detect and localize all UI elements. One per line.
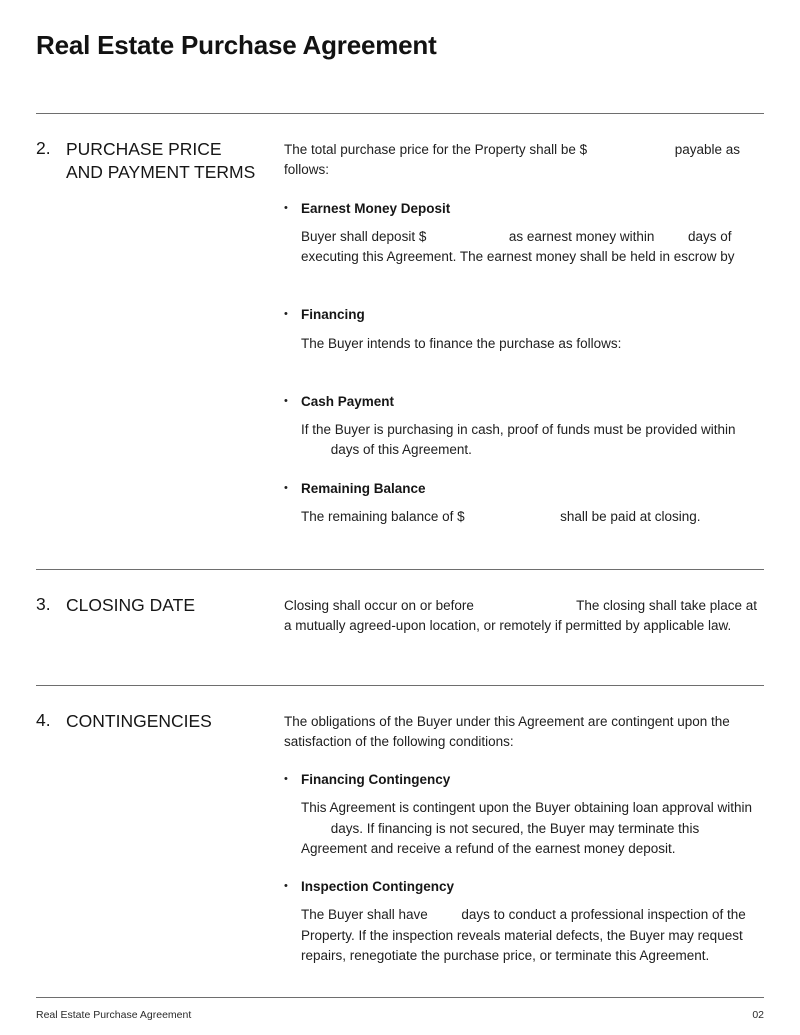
section-purchase-price xyxy=(36,114,764,569)
body-text: The closing shall take place at a mutually agreed-upon location, or remotely if permitted by applicable law. xyxy=(284,598,757,634)
bullet-content xyxy=(301,199,760,268)
fill-in-blank xyxy=(591,153,671,154)
body-text: The Buyer shall have xyxy=(301,907,428,923)
body-text: The Buyer intends to finance the purchase as follows: xyxy=(301,335,622,351)
bullet-title: Earnest Money Deposit xyxy=(301,200,451,216)
bullet-title: Cash Payment xyxy=(301,393,395,409)
bullet-content xyxy=(301,479,760,528)
body-text: shall be paid at closing. xyxy=(560,508,701,524)
page-number: 02 xyxy=(752,1009,764,1021)
body-text: payable as follows: xyxy=(284,142,741,178)
list-item xyxy=(284,479,760,528)
section-heading xyxy=(66,138,284,527)
fill-in-blank xyxy=(658,240,684,241)
section-heading-line: CLOSING DATE xyxy=(66,595,196,615)
bullet-icon: • xyxy=(284,773,288,785)
footer-title: Real Estate Purchase Agreement xyxy=(36,1009,192,1021)
bullet-icon: • xyxy=(284,394,288,407)
fill-in-blank xyxy=(301,453,327,454)
fill-in-blank xyxy=(478,609,573,610)
section-body xyxy=(284,712,764,967)
fill-in-blank xyxy=(301,832,327,833)
body-text: The obligations of the Buyer under this Agreement are contingent upon the satisfaction of the following conditions: xyxy=(284,713,730,749)
body-text: days of this Agreement. xyxy=(330,442,472,458)
paragraph xyxy=(284,712,760,753)
section-heading-line: CONTINGENCIES xyxy=(66,710,212,731)
body-text: Closing shall occur on or before xyxy=(284,598,474,613)
section-heading-line: PURCHASE PRICE xyxy=(66,139,222,159)
body-text: This Agreement is contingent upon the Buyer obtaining loan approval within xyxy=(301,800,753,816)
section-number: 2. xyxy=(36,138,51,158)
list-item xyxy=(284,770,760,859)
paragraph xyxy=(301,334,760,354)
bullet-title: Remaining Balance xyxy=(301,480,426,496)
fill-in-blank xyxy=(432,918,458,919)
bullet-icon: • xyxy=(284,880,288,892)
body-text: Buyer shall deposit $ xyxy=(301,228,427,244)
section-number: 4. xyxy=(36,709,51,730)
paragraph xyxy=(284,140,760,181)
page-footer xyxy=(36,997,764,1021)
body-text: days of executing this Agreement. The earnest money shall be held in escrow by xyxy=(301,228,735,264)
body-text: as earnest money within xyxy=(508,228,655,244)
body-text: The remaining balance of $ xyxy=(301,508,465,524)
section-heading xyxy=(66,594,284,637)
paragraph xyxy=(284,596,760,637)
document-title: Real Estate Purchase Agreement xyxy=(36,30,437,60)
section-contingencies xyxy=(36,686,764,1007)
bullet-icon: • xyxy=(284,308,288,321)
section-body xyxy=(284,596,764,637)
body-text: The total purchase price for the Property shall be $ xyxy=(284,142,588,157)
section-heading-line: AND PAYMENT TERMS xyxy=(66,161,256,182)
list-item xyxy=(284,199,760,268)
bullet-title: Financing Contingency xyxy=(301,772,451,787)
paragraph xyxy=(301,420,760,461)
paragraph xyxy=(301,227,760,268)
bullet-content xyxy=(301,392,760,461)
bullet-icon: • xyxy=(284,481,288,494)
paragraph xyxy=(301,798,760,859)
bullet-title: Inspection Contingency xyxy=(301,879,455,894)
bullet-content xyxy=(301,305,760,354)
body-text: days. If financing is not secured, the Buyer may terminate this Agreement and receive a refund of the earnest money deposit. xyxy=(301,820,700,856)
body-text: days to conduct a professional inspection of the Property. If the inspection reveals material defects, the Buyer may request repairs, renegotiate the purchase price, or terminate this Agreement. xyxy=(301,907,746,963)
bullet-content xyxy=(301,770,760,859)
fill-in-blank xyxy=(430,240,505,241)
bullet-content xyxy=(301,877,760,966)
bullet-icon: • xyxy=(284,201,288,214)
list-item xyxy=(284,392,760,461)
section-body xyxy=(284,140,764,527)
bullet-title: Financing xyxy=(301,307,365,323)
fill-in-blank xyxy=(468,520,556,521)
paragraph xyxy=(301,507,760,527)
body-text: If the Buyer is purchasing in cash, proof of funds must be provided within xyxy=(301,422,736,437)
section-closing-date xyxy=(36,570,764,685)
paragraph xyxy=(301,905,760,966)
list-item xyxy=(284,305,760,354)
section-number: 3. xyxy=(36,594,51,614)
list-item xyxy=(284,877,760,966)
section-heading xyxy=(66,710,284,967)
